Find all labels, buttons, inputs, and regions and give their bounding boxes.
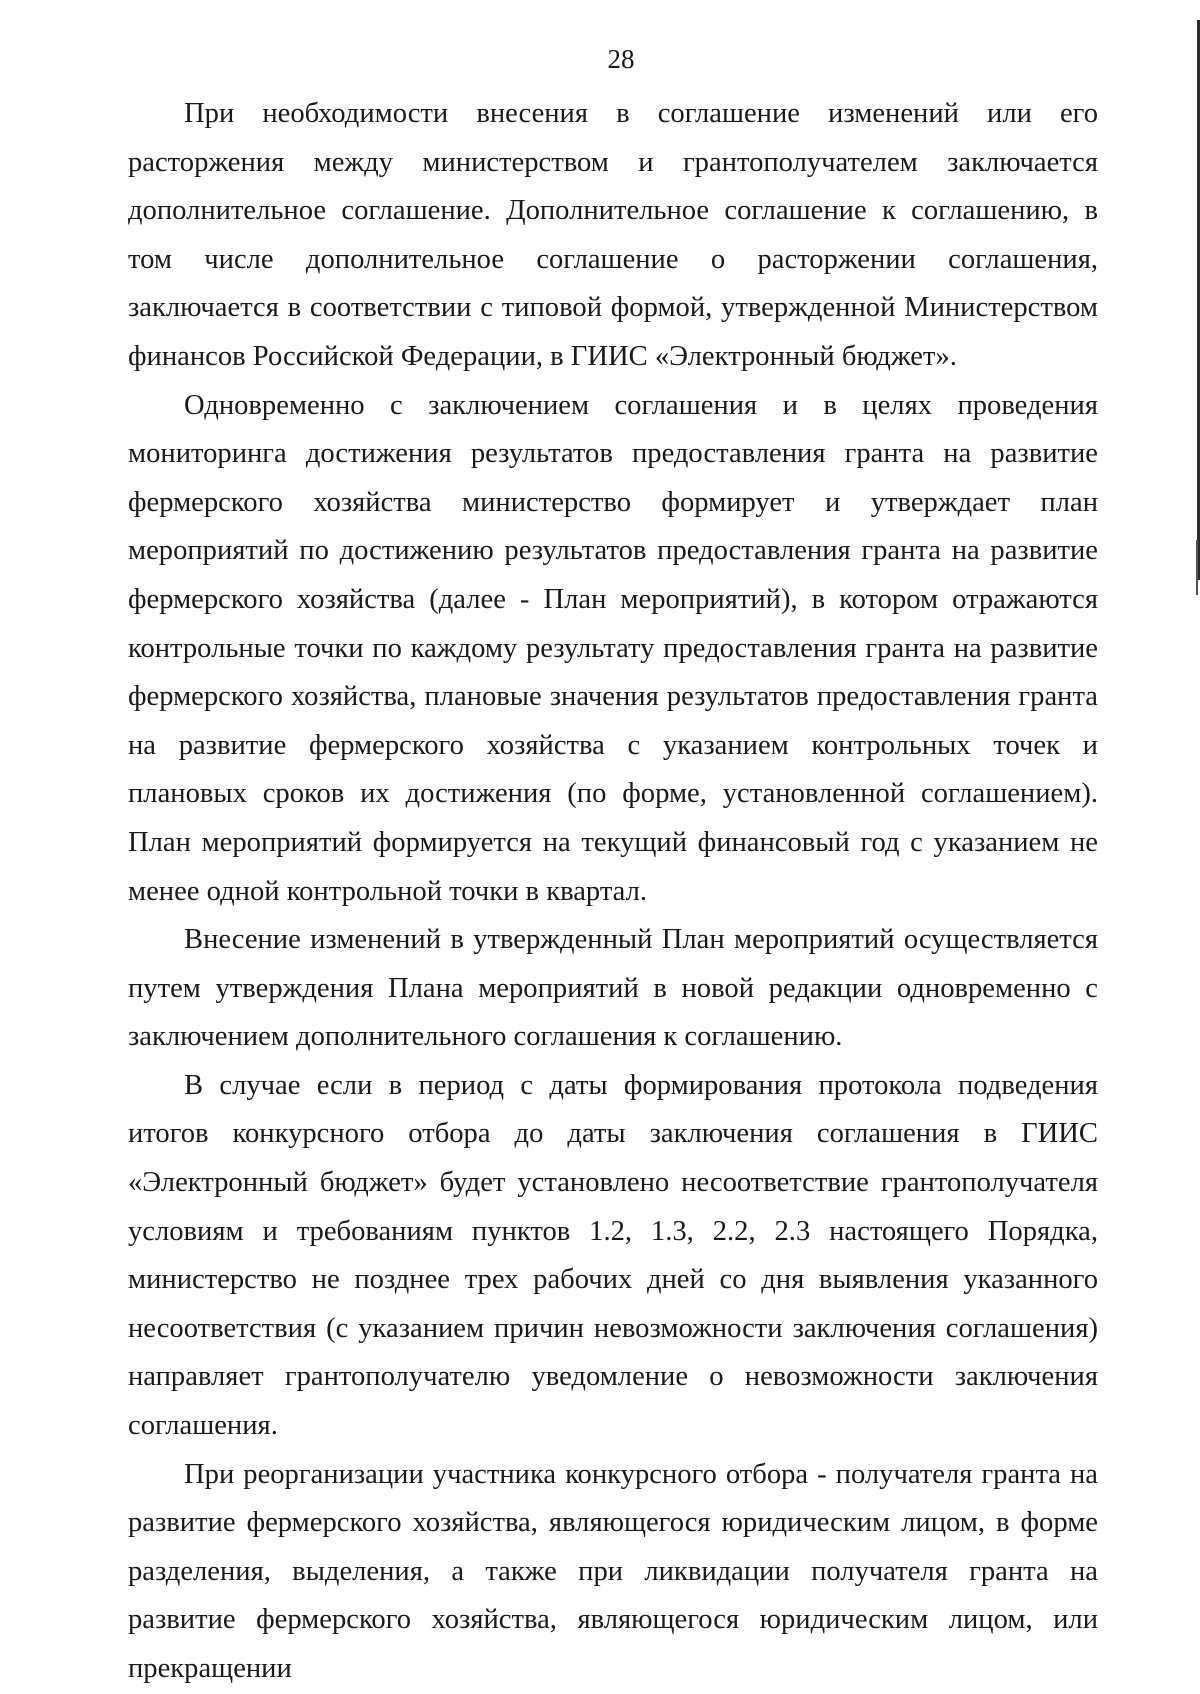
paragraph: Одновременно с заключением соглашения и в целях проведения мониторинга достижения результатов предоставления гранта на развитие фермерского хозяйства министерство формирует и утверждает план мероприятий по достижению результатов предоставления гранта на развитие фермерского хозяйства (далее - План мероприятий), в котором отражаются контрольные точки по каждому результату предоставления гранта на развитие фермерского хозяйства, плановые значения результатов предоставления гранта на развитие фермерского хозяйства с указанием контрольных точек и плановых сроков их достижения (по форме, установленной соглашением). План мероприятий формируется на текущий финансовый год с указанием не менее одной контрольной точки в квартал. <box>128 389 1098 907</box>
paragraph: В случае если в период с даты формирования протокола подведения итогов конкурсного отбора до даты заключения соглашения в ГИИС «Электронный бюджет» будет установлено несоответствие грантополучателя условиям и требованиям пунктов 1.2, 1.3, 2.2, 2.3 настоящего Порядка, министерство не позднее трех рабочих дней со дня выявления указанного несоответствия (с указанием причин невозможности заключения соглашения) направляет грантополучателю уведомление о невозможности заключения соглашения. <box>128 1069 1098 1442</box>
scan-edge-line-lower <box>1196 540 1198 595</box>
paragraph: При необходимости внесения в соглашение изменений или его расторжения между министерством и грантополучателем заключается дополнительное соглашение. Дополнительное соглашение к соглашению, в том числе дополнительное соглашение о расторжении соглашения, заключается в соответствии с типовой формой, утвержденной Министерством финансов Российской Федерации, в ГИИС «Электронный бюджет». <box>128 98 1098 372</box>
paragraph: При реорганизации участника конкурсного отбора - получателя гранта на развитие фермерского хозяйства, являющегося юридическим лицом, в форме разделения, выделения, а также при ликвидации получателя гранта на развитие фермерского хозяйства, являющегося юридическим лицом, или прекращении <box>128 1458 1098 1684</box>
document-body <box>128 90 1098 1694</box>
page-number: 28 <box>607 44 635 74</box>
paragraph: Внесение изменений в утвержденный План мероприятий осуществляется путем утверждения Плана мероприятий в новой редакции одновременно с заключением дополнительного соглашения к соглашению. <box>128 924 1098 1053</box>
